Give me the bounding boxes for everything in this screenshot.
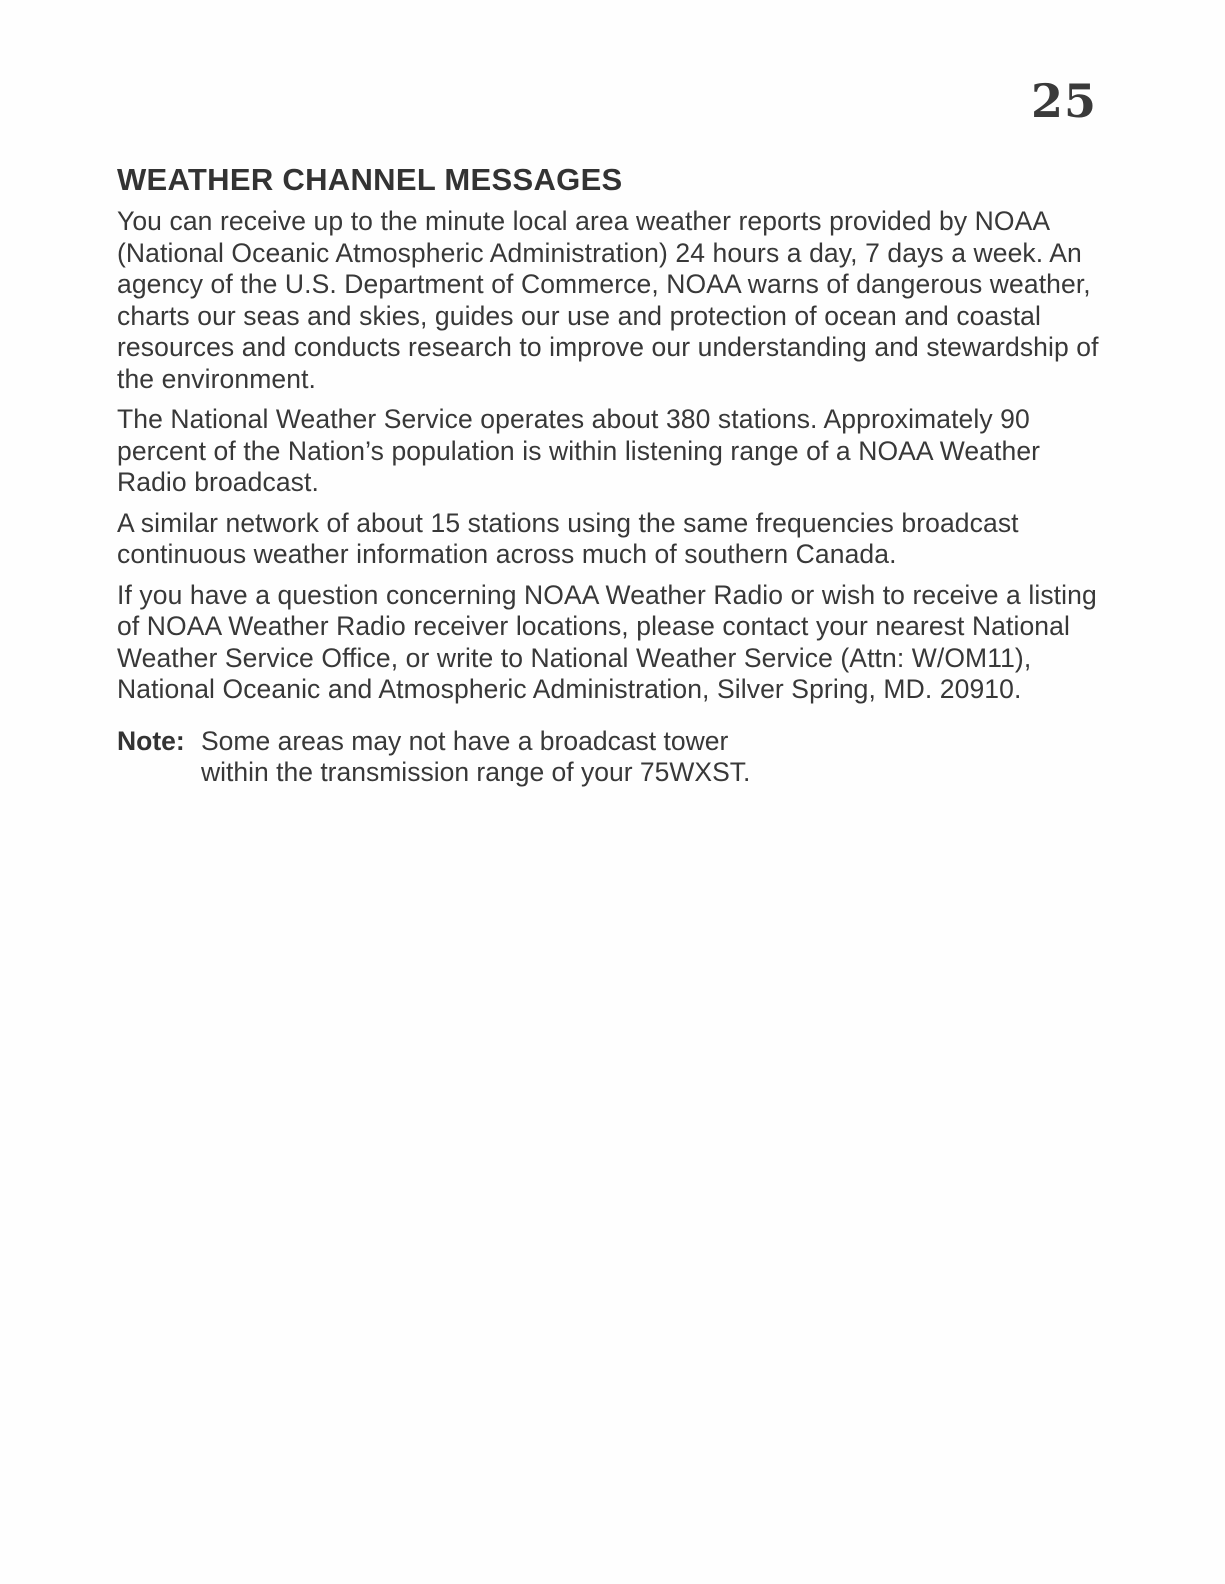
- page-content: [117, 160, 1102, 789]
- page-number: 25: [1030, 74, 1097, 128]
- note-line-1: Some areas may not have a broadcast tower: [201, 725, 729, 756]
- note-line-2: within the transmission range of your 75WXST.: [201, 757, 751, 787]
- paragraph-canada-network: A similar network of about 15 stations using the same frequencies broadcast continuous weather information across much of southern Canada.: [117, 507, 1019, 569]
- note-block: [117, 726, 1102, 789]
- paragraph-noaa-intro: You can receive up to the minute local area weather reports provided by NOAA (National Oceanic Atmospheric Administration) 24 hours a day, 7 days a week. An agency of the U.S. Department of Commerce, NOAA warns of dangerous weather, charts our seas and skies, guides our use and protection of ocean and coastal resources and conducts research to improve our understanding and stewardship of the environment.: [117, 206, 1099, 394]
- section-heading: WEATHER CHANNEL MESSAGES: [117, 162, 623, 197]
- paragraph-nws-stations: The National Weather Service operates about 380 stations. Approximately 90 percent of the Nation’s population is within listening range of a NOAA Weather Radio broadcast.: [117, 404, 1041, 497]
- note-label: Note:: [117, 725, 185, 756]
- paragraph-contact-info: If you have a question concerning NOAA Weather Radio or wish to receive a listing of NOAA Weather Radio receiver locations, please contact your nearest National Weather Service Office, or write to National Weather Service (Attn: W/OM11), National Oceanic and Atmospheric Administration, Silver Spring, MD. 20910.: [117, 579, 1097, 704]
